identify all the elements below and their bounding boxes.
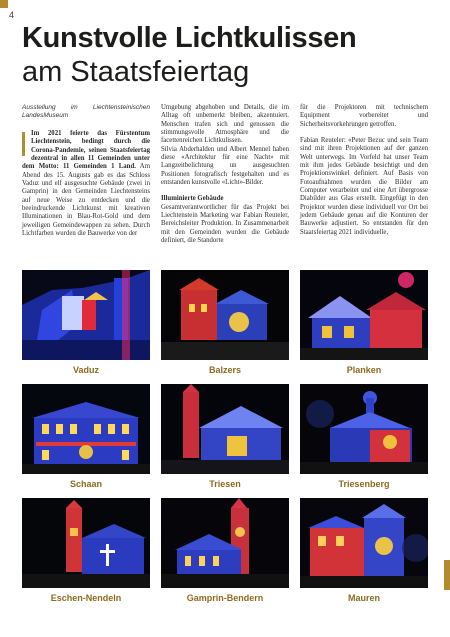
gallery-label: Eschen-Nendeln [50, 593, 122, 603]
body-text: Silvia Abderhalden und Albert Mennel haben diese «Architektur für eine Nacht» mit Langzeitbelichtung un ausgesuchten Positionen fotografisch festgehalten und es entstanden kunstvolle «Licht»-Bilder. [161, 145, 289, 187]
gallery-label: Planken [346, 365, 382, 375]
photo-caption: Ausstellung im Liechtensteinischen LandesMuseum [22, 104, 150, 119]
photo-schaan [22, 384, 150, 474]
intro-paragraph [22, 130, 150, 238]
edge-tab-accent [444, 560, 450, 590]
text-column-2 [161, 104, 289, 246]
gallery-label: Balzers [208, 365, 242, 375]
photo-vaduz-castle [22, 270, 150, 360]
gallery-label: Schaan [69, 479, 102, 489]
gallery-tile-triesen [161, 384, 289, 489]
dropcap-bar [22, 132, 25, 156]
gallery-tile-vaduz [22, 270, 150, 375]
gallery-label: Triesenberg [338, 479, 390, 489]
photo-gamprin-bendern [161, 498, 289, 588]
gallery-tile-mauren [300, 498, 428, 603]
gallery-tile-balzers [161, 270, 289, 375]
body-text: Gesamtverantwortlicher für das Projekt bei Liechtenstein Marketing war Fabian Reuteler, Bereichsleiter Produktion. In Zusammenarbeit mit den Gemeinden wurden die Gebäude definiert, die Standorte [161, 203, 289, 245]
gallery-label: Vaduz [72, 365, 99, 375]
body-text: Am Abend des 15. Augusts gab es das Schloss Vaduz und elf ausgesuchte Gebäude (zwei in Gamprin) in den Gemeinden Liechtensteins auf neue Weise zu entdecken und die beeindruckende Lichtkunst mit kreativen Illuminationen in Blau-Rot-Gold und dem jeweiligen Gemeindewappen zu sehen. Durch Lichtfarben wurden die Bauwerke von der [22, 163, 150, 238]
photo-mauren [300, 498, 428, 588]
body-text: Umgebung abgehoben und Details, die im Alltag oft unbemerkt bleiben, akzentuiert. Menschen trafen sich und genossen die stimmungsvolle Atmosphäre und die facettenreichen Lichtkulissen. [161, 104, 289, 145]
body-text: für die Projektoren mit technischem Equipment vorbereitet und Sicherheitsvorkehrungen getroffen. [300, 104, 428, 128]
headline-line-1: Kunstvolle Lichtkulissen [22, 22, 357, 54]
gallery-tile-planken [300, 270, 428, 375]
gallery-label: Mauren [347, 593, 380, 603]
gallery-label: Gamprin-Bendern [186, 593, 264, 603]
photo-eschen-nendeln [22, 498, 150, 588]
photo-triesen [161, 384, 289, 474]
text-column-1 [22, 104, 150, 238]
text-column-3 [300, 104, 428, 237]
headline-line-2: am Staatsfeiertag [22, 56, 250, 88]
gallery-label: Triesen [209, 479, 241, 489]
page-number: 4 [9, 10, 15, 20]
corner-accent [0, 0, 8, 8]
body-text: Fabian Reuteler: «Peter Bezuc und sein Team sind mit ihren Projektionen auf der ganzen Welt unterwegs. Im Vorfeld hat unser Team mit ihm jedes Gebäude besichtigt und den Projektionswinkel definiert. Auf Basis von Fotoaufnahmen wurden die Bilder am Computer verarbeitet und eine Art übergrosse Diabilder aus Glas erstellt. Eingefügt in den Projektor wurden diese individuell vor Ort bei jedem Gebäude genau auf die Konturen der Bauwerke adjustiert. So entstanden für den Staatsfeiertag 2021 individuelle, [300, 137, 428, 236]
gallery-tile-eschen-nendeln [22, 498, 150, 603]
lead-text: Im 2021 feierte das Fürstentum Liechtenstein, bedingt durch die Corona-Pandemie, seinen Staatsfeiertag dezentral in allen 11 Gemeinden unter dem Motto: 11 Gemeinden 1 Land. [22, 130, 150, 171]
gallery-tile-schaan [22, 384, 150, 489]
subheading: Illuminierte Gebäude [161, 195, 224, 203]
gallery-tile-triesenberg [300, 384, 428, 489]
gallery-tile-gamprin-bendern [161, 498, 289, 603]
photo-balzers [161, 270, 289, 360]
photo-planken [300, 270, 428, 360]
photo-triesenberg [300, 384, 428, 474]
